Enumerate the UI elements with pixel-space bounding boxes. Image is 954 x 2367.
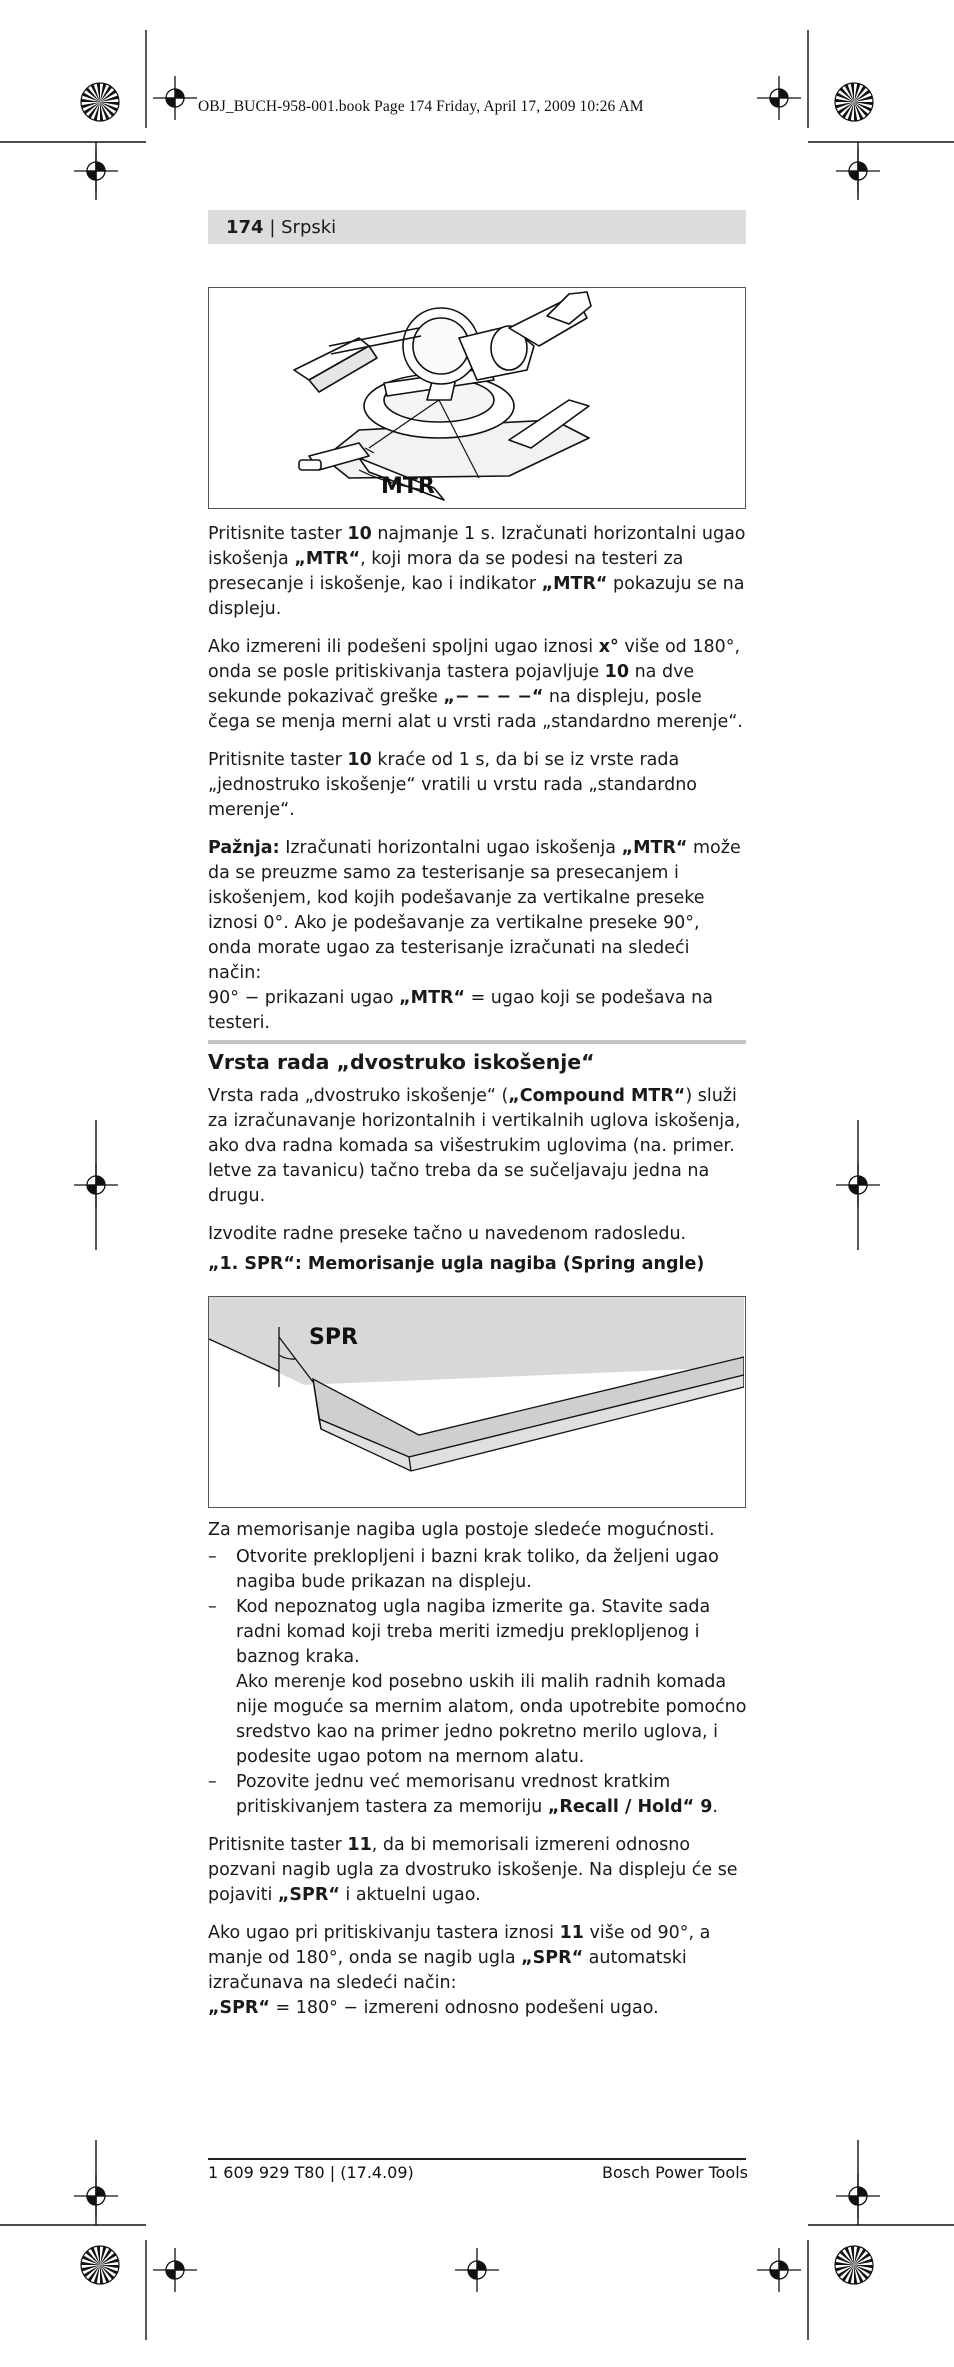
- bold-text: 11: [559, 1923, 584, 1943]
- bold-text: Pažnja:: [208, 838, 280, 858]
- bold-text: 10: [347, 524, 372, 544]
- text-run: Pritisnite taster: [208, 1835, 348, 1855]
- list-item-text: [236, 1545, 748, 1595]
- paragraph: [208, 522, 748, 622]
- text-run: = ugao koji se podešava na testeri.: [208, 988, 713, 1033]
- figure-miter-saw: [208, 287, 746, 509]
- bold-text: 10: [347, 750, 372, 770]
- paragraph: [208, 1921, 748, 2021]
- figure1-label-mtr: MTR: [381, 474, 435, 499]
- page-header-separator: |: [269, 217, 276, 238]
- text-run: više od 90°, a manje od 180°, onda se nagib ugla: [208, 1923, 711, 1968]
- list-item-text: [236, 1595, 748, 1770]
- text-run: .: [712, 1797, 718, 1817]
- bold-text: „− − − −“: [443, 687, 544, 707]
- text-block-top: [208, 522, 748, 1049]
- text-block-bottom: [208, 1518, 748, 2034]
- miter-saw-illustration: [209, 288, 744, 507]
- bold-text: „SPR“: [277, 1885, 340, 1905]
- footer-rule: [208, 2158, 746, 2160]
- registration-starburst: [835, 2246, 873, 2284]
- text-run: Izvodite radne preseke tačno u navedenom radosledu.: [208, 1224, 687, 1244]
- text-run: Izračunati horizontalni ugao iskošenja: [279, 838, 622, 858]
- page-language: Srpski: [281, 217, 337, 238]
- text-run: Ako izmereni ili podešeni spoljni ugao iznosi: [208, 637, 599, 657]
- text-run: = 180° − izmereni odnosno podešeni ugao.: [269, 1998, 659, 2018]
- text-run: Otvorite preklopljeni i bazni krak toliko, da željeni ugao nagiba bude prikazan na displeju.: [236, 1547, 719, 1592]
- list-dash: –: [208, 1597, 217, 1617]
- bold-text: „MTR“: [541, 574, 608, 594]
- list-dash: –: [208, 1772, 217, 1792]
- text-run: Pritisnite taster: [208, 524, 348, 544]
- spring-angle-illustration: [209, 1297, 744, 1506]
- paragraph: [208, 1222, 748, 1247]
- paragraph: [208, 1084, 748, 1209]
- text-block-mid: [208, 1084, 748, 1260]
- text-run: više od 180°, onda se posle pritiskivanja tastera pojavljuje: [208, 637, 741, 682]
- list-item: [208, 1595, 748, 1770]
- list-dash: –: [208, 1547, 217, 1567]
- subsection-heading: „1. SPR“: Memorisanje ugla nagiba (Spring angle): [208, 1254, 705, 1274]
- bold-text: 10: [604, 662, 630, 682]
- text-run: ) služi za izračunavanje horizontalnih i vertikalnih uglova iskošenja, ako dva radna komada sa višestrukim uglovima (na. primer. letve za tavanicu) tačno treba da se sučeljavaju jedna na drugu.: [208, 1086, 741, 1206]
- bold-text: „SPR“: [208, 1998, 270, 2018]
- text-run: i aktuelni ugao.: [339, 1885, 481, 1905]
- bold-text: „MTR“: [621, 838, 688, 858]
- figure2-label-spr: SPR: [309, 1325, 358, 1350]
- text-run: najmanje 1 s. Izračunati horizontalni ugao iskošenja: [208, 524, 746, 569]
- text-run: , koji mora da se podesi na testeri za presecanje i iskošenje, kao i indikator: [208, 549, 684, 594]
- paragraph: [208, 748, 748, 823]
- intro-paragraph: Za memorisanje nagiba ugla postoje sledeće mogućnosti.: [208, 1520, 715, 1540]
- text-run: automatski izračunava na sledeći način:: [208, 1948, 687, 1993]
- bold-text: „MTR“: [399, 988, 465, 1008]
- text-run: Pozovite jednu već memorisanu vrednost kratkim pritiskivanjem tastera za memoriju: [236, 1772, 671, 1817]
- text-run: Ako ugao pri pritiskivanju tastera iznosi: [208, 1923, 560, 1943]
- paragraph: [208, 635, 748, 735]
- paragraph: [208, 836, 748, 1036]
- paragraph: [208, 1833, 748, 1908]
- figure-spring-angle: [208, 1296, 746, 1508]
- list-item: [208, 1770, 748, 1820]
- bold-text: 11: [347, 1835, 372, 1855]
- bold-text: „MTR“: [294, 549, 361, 569]
- registration-starburst: [81, 83, 119, 121]
- list-item-text: [236, 1770, 748, 1820]
- footer-left: 1 609 929 T80 | (17.4.09): [208, 2163, 414, 2182]
- text-run: 90° − prikazani ugao: [208, 988, 400, 1008]
- text-run: , da bi memorisali izmereni odnosno pozvani nagib ugla za dvostruko iskošenje. Na displeju će se pojaviti: [208, 1835, 738, 1905]
- list-item: [208, 1545, 748, 1595]
- bold-text: x°: [598, 637, 619, 657]
- text-run: može da se preuzme samo za testerisanje sa presecanjem i iskošenjem, kod kojih podešavanje za vertikalne preseke iznosi 0°. Ako je podešavanje za vertikalne preseke 90°, onda morate ugao za testerisanje izračunati na sledeći način:: [208, 838, 741, 983]
- text-run: Ako merenje kod posebno uskih ili malih radnih komada nije moguće sa mernim alatom, onda upotrebite pomoćno sredstvo kao na primer jedno pokretno merilo uglova, i podesite ugao potom na mernom alatu.: [236, 1672, 747, 1767]
- page-header-label: [226, 217, 336, 238]
- bold-text: „Compound MTR“: [508, 1086, 686, 1106]
- section-heading: Vrsta rada „dvostruko iskošenje“: [208, 1050, 595, 1074]
- registration-starburst: [835, 83, 873, 121]
- text-run: pokazuju se na displeju.: [208, 574, 745, 619]
- bold-text: „SPR“: [521, 1948, 584, 1968]
- options-list: [208, 1545, 748, 1820]
- text-run: Pritisnite taster: [208, 750, 348, 770]
- text-run: na dve sekunde pokazivač greške: [208, 662, 695, 707]
- registration-starburst: [81, 2246, 119, 2284]
- text-run: na displeju, posle čega se menja merni alat u vrsti rada „standardno merenje“.: [208, 687, 743, 732]
- page-header-bar: [208, 210, 746, 244]
- text-run: Vrsta rada „dvostruko iskošenje“ (: [208, 1086, 509, 1106]
- book-file-header: OBJ_BUCH-958-001.book Page 174 Friday, April 17, 2009 10:26 AM: [198, 98, 644, 115]
- bold-text: „Recall / Hold“ 9: [547, 1797, 713, 1817]
- page-number: 174: [226, 217, 264, 238]
- text-run: Kod nepoznatog ugla nagiba izmerite ga. Stavite sada radni komad koji treba meriti izmedju preklopljenog i baznog kraka.: [236, 1597, 711, 1667]
- section-divider: [208, 1040, 746, 1044]
- text-run: kraće od 1 s, da bi se iz vrste rada „jednostruko iskošenje“ vratili u vrstu rada „standardno merenje“.: [208, 750, 698, 820]
- footer-right: Bosch Power Tools: [602, 2163, 748, 2182]
